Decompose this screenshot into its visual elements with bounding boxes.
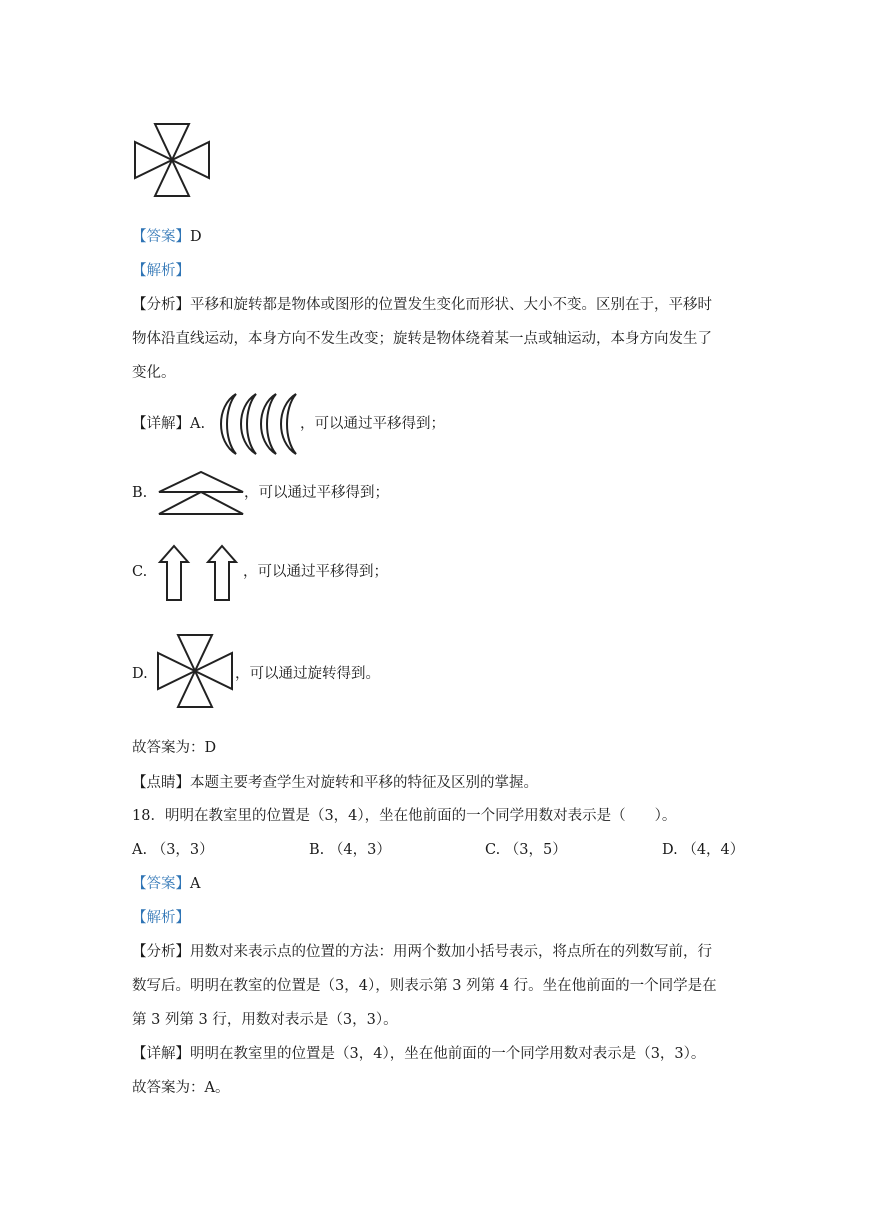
q17-option-c-text: ，可以通过平移得到；: [243, 564, 388, 580]
q17-option-d-text: ，可以通过旋转得到。: [235, 666, 380, 682]
q18-conclusion: 故答案为：A。: [132, 1080, 230, 1096]
q18-choice-a-text: （3，3）: [151, 842, 214, 858]
q18-choice-c-text: （3，5）: [504, 842, 567, 858]
pinwheel-figure-top: [133, 122, 211, 198]
q17-detail-tag: 【详解】: [132, 416, 190, 432]
crescents-figure: [214, 392, 304, 457]
q17-option-a-label: A.: [190, 416, 206, 432]
q18-choice-d-label: D.: [662, 842, 678, 858]
q17-analysis-line-1: 【分析】平移和旋转都是物体或图形的位置发生变化而形状、大小不变。区别在于，平移时: [132, 297, 712, 313]
q18-detail: 【详解】明明在教室里的位置是（3，4），坐在他前面的一个同学用数对表示是（3，3）。: [132, 1046, 706, 1062]
q18-choice-b-label: B.: [309, 842, 325, 858]
q17-option-c-label: C.: [132, 564, 148, 580]
q17-option-b-label: B.: [132, 485, 148, 501]
q17-option-d-label: D.: [132, 666, 148, 682]
q17-answer: [132, 227, 202, 247]
q18-question: 18．明明在教室里的位置是（3，4），坐在他前面的一个同学用数对表示是（ ）。: [132, 808, 677, 824]
q17-analysis-tag: 【解析】: [132, 263, 190, 279]
q18-choice-d: [662, 840, 744, 860]
pinwheel-figure-d: [156, 633, 234, 709]
q18-choice-b: [309, 840, 391, 860]
q18-answer: [132, 874, 200, 894]
stacked-triangles-figure: [157, 470, 245, 516]
q17-option-a-text: ，可以通过平移得到；: [300, 416, 445, 432]
q17-analysis-line-3: 变化。: [132, 365, 176, 381]
q18-choice-b-text: （4，3）: [328, 842, 391, 858]
q17-conclusion: 故答案为：D: [132, 740, 217, 756]
q18-analysis-line-1: 【分析】用数对来表示点的位置的方法：用两个数加小括号表示，将点所在的列数写前，行: [132, 944, 712, 960]
answer-tag: 【答案】: [132, 876, 190, 892]
answer-tag: 【答案】: [132, 229, 190, 245]
q18-choice-c: [485, 840, 567, 860]
up-arrows-figure: [160, 544, 240, 602]
q17-detail-tag-line: [132, 414, 205, 434]
q17-analysis-line-2: 物体沿直线运动，本身方向不发生改变；旋转是物体绕着某一点或轴运动，本身方向发生了: [132, 331, 712, 347]
q18-answer-value: A: [190, 876, 201, 892]
q18-choice-d-text: （4，4）: [682, 842, 745, 858]
q17-answer-value: D: [190, 229, 202, 245]
q18-choice-a: [132, 840, 214, 860]
q17-comment: 【点睛】本题主要考查学生对旋转和平移的特征及区别的掌握。: [132, 775, 538, 791]
q18-analysis-tag: 【解析】: [132, 910, 190, 926]
q17-option-b-text: ，可以通过平移得到；: [244, 485, 389, 501]
q18-analysis-line-2: 数写后。明明在教室的位置是（3，4），则表示第 3 列第 4 行。坐在他前面的一个同学是在: [132, 978, 717, 994]
q18-analysis-line-3: 第 3 列第 3 行，用数对表示是（3，3）。: [132, 1012, 398, 1028]
q18-choice-c-label: C.: [485, 842, 501, 858]
q18-choice-a-label: A.: [132, 842, 148, 858]
